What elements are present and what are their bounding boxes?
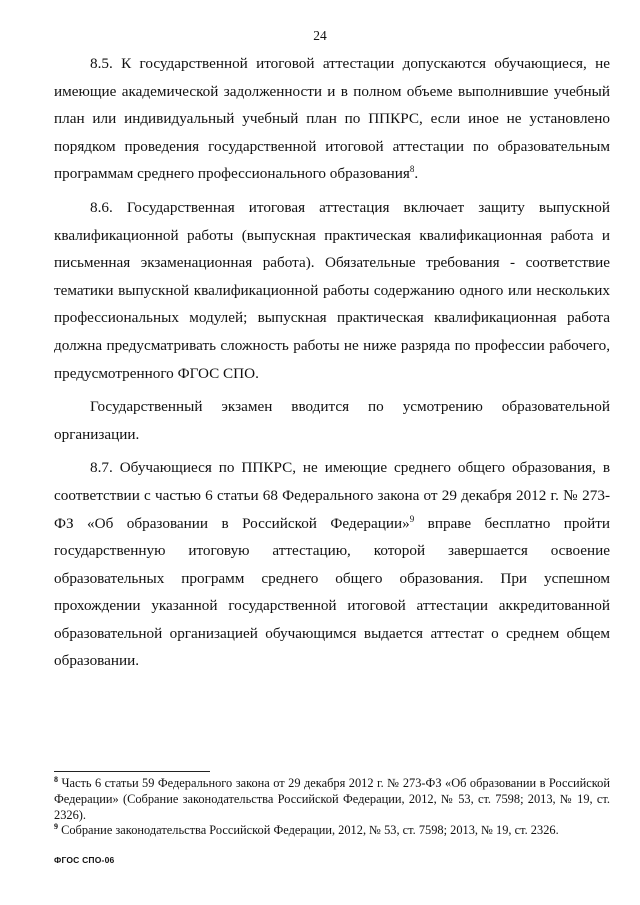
footnote-ref-9: 9 [409, 513, 415, 524]
paragraph-8-7 [54, 454, 610, 675]
paragraph-state-exam: Государственный экзамен вводится по усмотрению образовательной организации. [54, 398, 610, 443]
paragraph-8-7-end: вправе бесплатно пройти государственную итоговую аттестацию, которой завершается освоение образовательных программ среднего общего образования. При успешном прохождении указанной государственной итоговой аттестации аккредитованной образовательной организацией обучающимся выдается аттестат о среднем общем образовании. [54, 514, 610, 670]
footnote-ref-8: 8 [409, 164, 415, 175]
footnote-8 [54, 776, 610, 823]
document-body [54, 50, 610, 675]
footnote-9-text: Собрание законодательства Российской Федерации, 2012, № 53, ст. 7598; 2013, № 19, ст. 2326. [58, 823, 559, 838]
paragraph-8-6: 8.6. Государственная итоговая аттестация включает защиту выпускной квалификационной работы (выпускная практическая квалификационная работа и письменная экзаменационная работа). Обязательные требования - соответствие тематики выпускной квалификационной работы содержанию одного или нескольких профессиональных модулей; выпускная практическая квалификационная работа должна предусматривать сложность работы не ниже разряда по профессии рабочего, предусмотренного ФГОС СПО. [54, 198, 610, 382]
footnote-8-text: Часть 6 статьи 59 Федерального закона от 29 декабря 2012 г. № 273-ФЗ «Об образовании в Российской Федерации» (Собрание законодательства Российской Федерации, 2012, № 53, ст. 7598; 2013, № 19, ст. 2326). [54, 776, 610, 822]
footnote-separator [54, 771, 210, 772]
paragraph-8-7-start: 8.7. Обучающиеся по ППКРС, не имеющие среднего общего образования, в соответствии с частью 6 статьи 68 Федерального закона от 29 декабря 2012 г. № 273-ФЗ «Об образовании в Российской Федерации» [54, 459, 610, 532]
page-number: 24 [313, 28, 327, 43]
footnote-9 [54, 823, 610, 839]
footnote-mark-8: 8 [54, 774, 58, 784]
paragraph-8-5-text: 8.5. К государственной итоговой аттестации допускаются обучающиеся, не имеющие академической задолженности и в полном объеме выполнившие учебный план или индивидуальный учебный план по ППКРС, если иное не установлено порядком проведения государственной итоговой аттестации по образовательным программам среднего профессионального образования [54, 55, 610, 183]
footnotes [54, 776, 610, 839]
footnote-mark-9: 9 [54, 822, 58, 832]
paragraph-8-5 [54, 50, 610, 188]
paragraph-8-5-end: . [414, 165, 419, 183]
document-code: ФГОС СПО-06 [54, 855, 115, 865]
